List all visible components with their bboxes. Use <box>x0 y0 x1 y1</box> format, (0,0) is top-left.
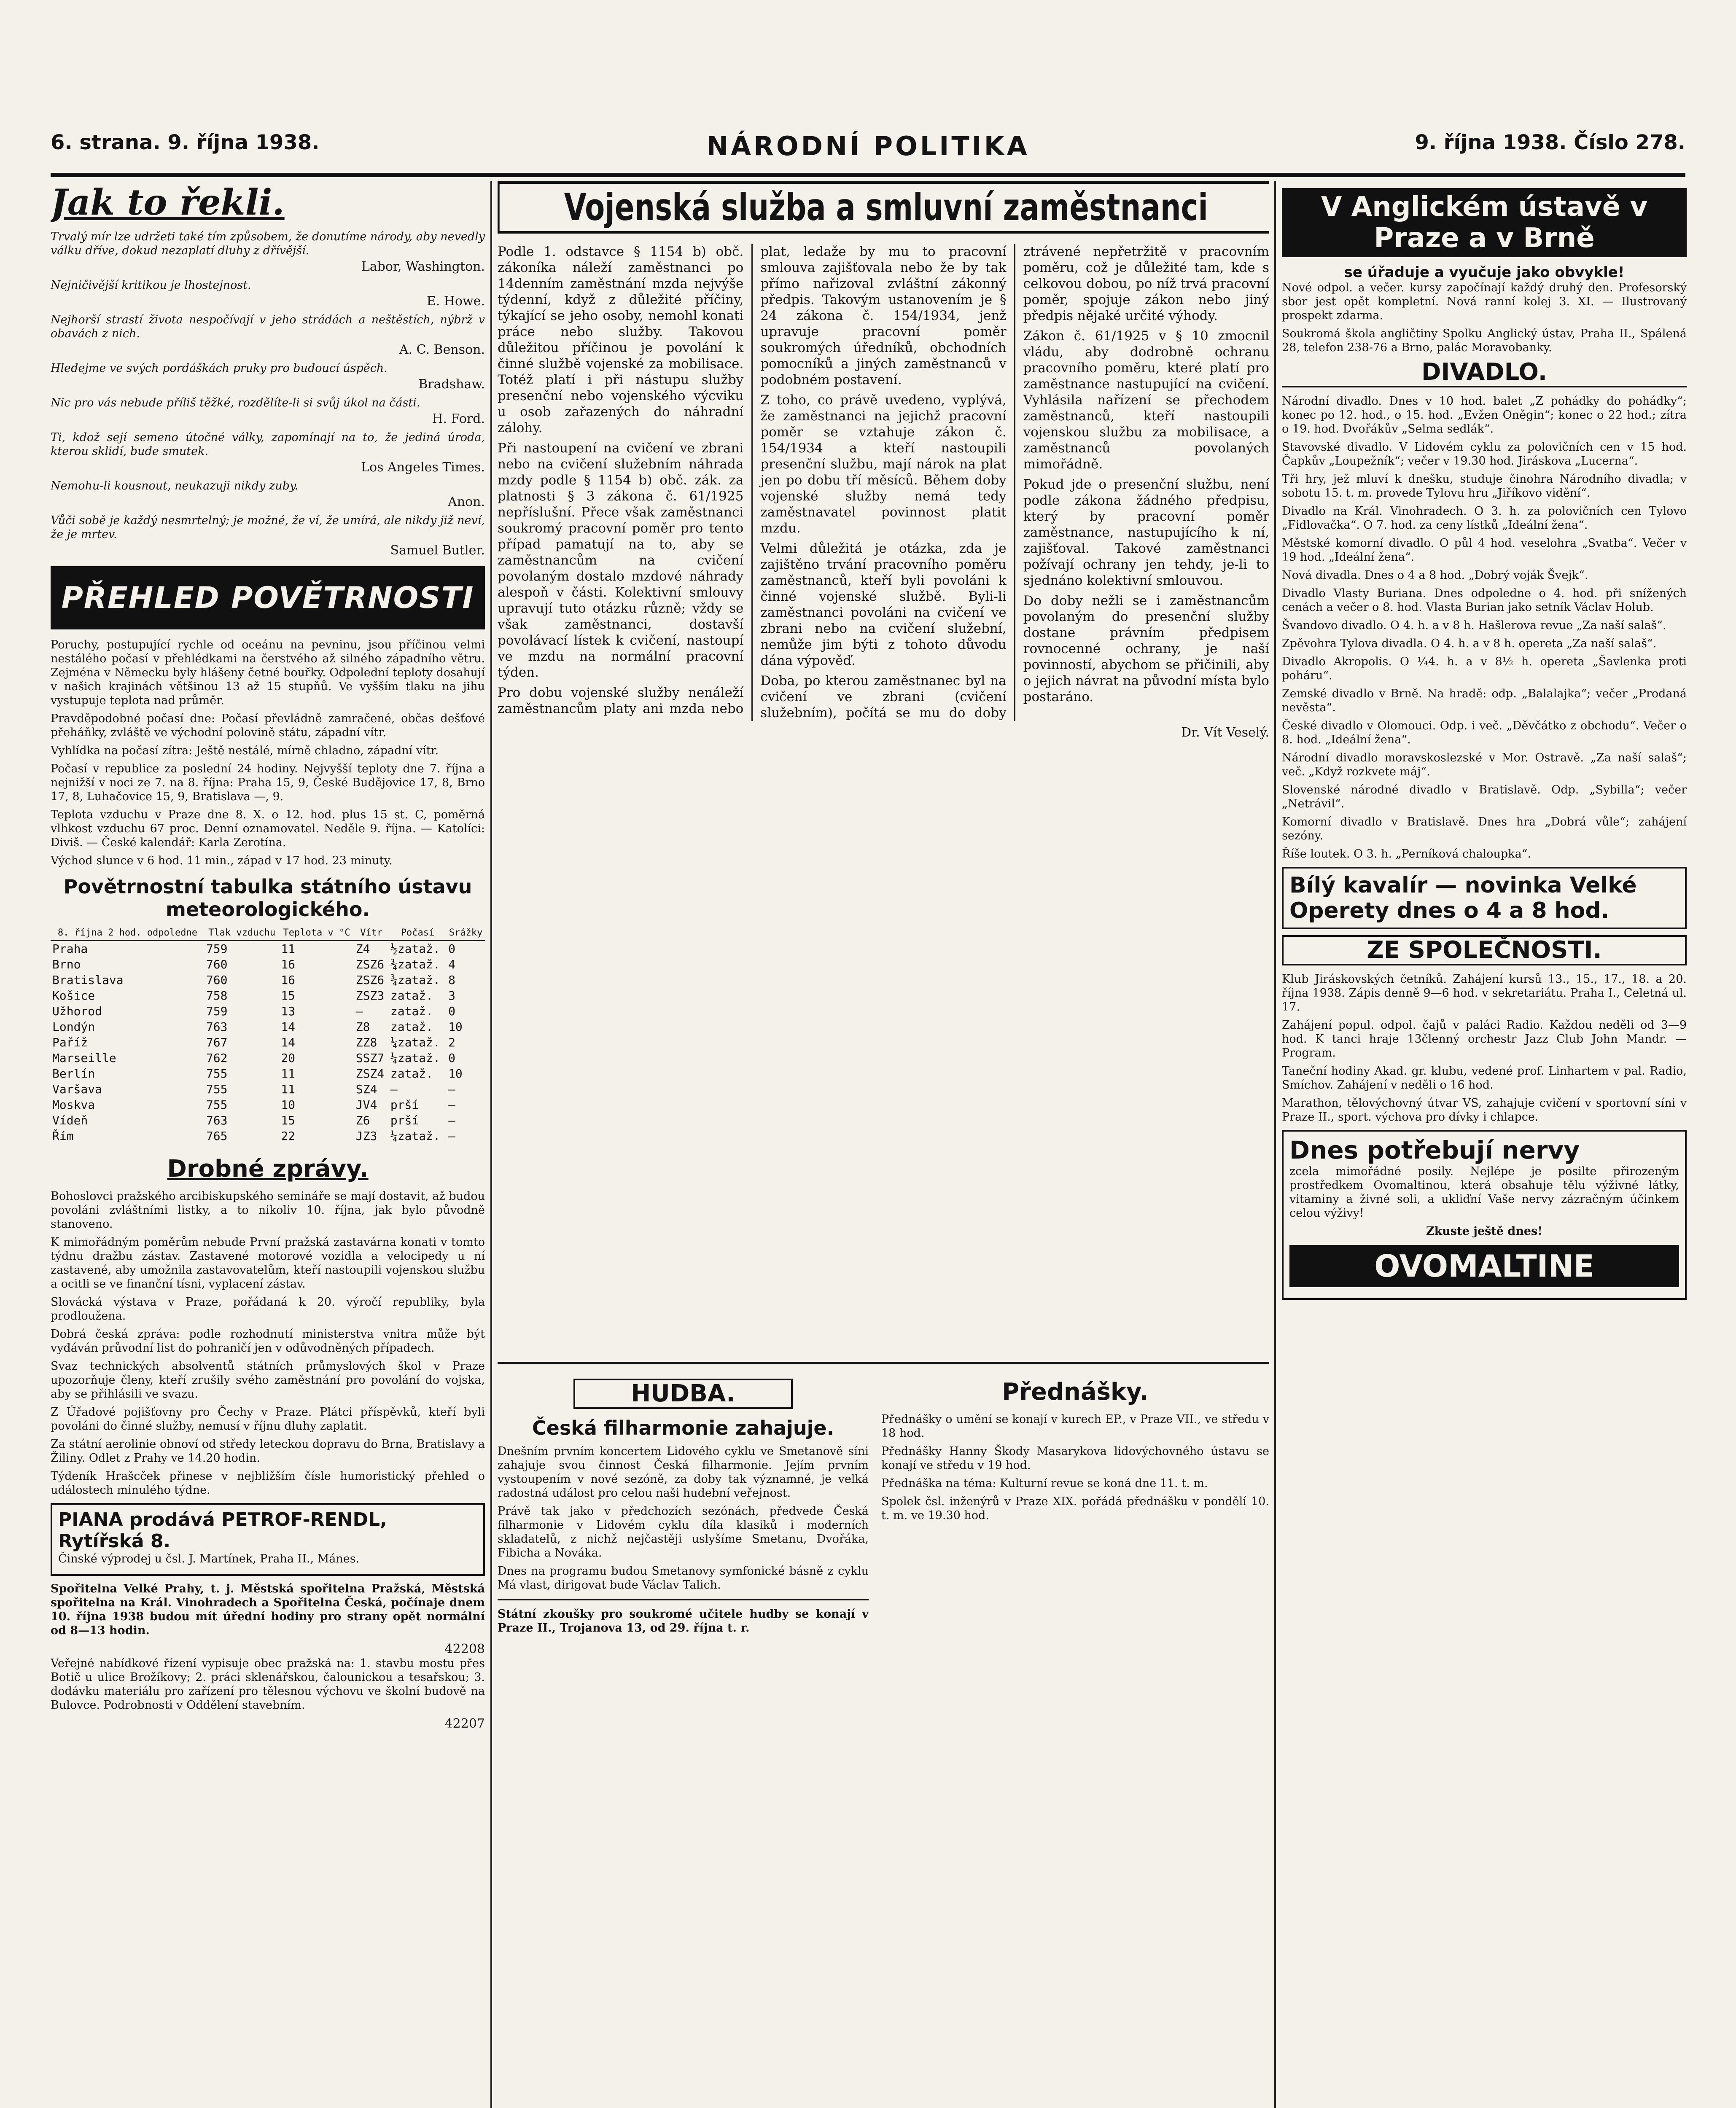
lecture-item: Přednášky Hanny Škody Masarykova lidovýchovného ústavu se konají ve středu v 19 hod. <box>881 1445 1269 1472</box>
tender-notice: Veřejné nabídkové řízení vypisuje obec pražská na: 1. stavbu mostu přes Botič u ulice Brožíkovy; 2. práci sklenářskou, čalounickou a tesařskou; 3. dodávku materiálu pro zařízení pro tělesnou výchovu ve školní budově na Bulovce. Podrobnosti v Oddělení stavebním. <box>51 1657 485 1712</box>
table-cell: 11 <box>281 1082 296 1096</box>
table-cell: — <box>355 1004 363 1018</box>
quote-text: Trvalý mír lze udržeti také tím způsobem, že donutíme národy, aby nevedly válku dříve, dokud nezaplatí dluhy z dřívější. <box>51 230 485 257</box>
theatre-item: Zpěvohra Tylova divadla. O 4. h. a v 8 h. opereta „Za naší salaš“. <box>1282 637 1657 650</box>
music-paragraph: Právě tak jako v předchozích sezónách, předvede Česká filharmonie v Lidovém cyklu díla klasiků i moderních skladatelů, z nichž nejčastěji uslyšíme Smetanu, Dvořáka, Fibicha a Nováka. <box>498 1505 869 1559</box>
weather-paragraph: Počasí v republice za poslední 24 hodiny. Nejvyšší teploty dne 7. října a nejnižší v noci ze 7. na 8. října: Praha 15, 9, České Budějovice 17, 8, Brno 17, 8, Luhačovice 15, 9, Bratislava —, 9. <box>51 762 485 803</box>
society-item: Zahájení popul. odpol. čajů v paláci Radio. Každou neděli od 3—9 hod. K tanci hraje 13členný orchestr Jazz Club John Mandr. — Program. <box>1282 1019 1687 1059</box>
table-row <box>51 988 485 1003</box>
table-cell: 11 <box>281 942 296 956</box>
music-section <box>498 1379 869 2108</box>
news-item: Bohoslovci pražského arcibiskupského semináře se mají dostavit, až budou povoláni zvláštními listky, a to nikoliv 10. října, jak bylo původně stanoveno. <box>51 1190 485 1231</box>
table-cell: JZ3 <box>355 1129 377 1143</box>
news-item: Svaz technických absolventů státních průmyslových škol v Praze upozorňuje členy, kteří zrušily svého zaměstnání pro povolání do vojska, aby se přihlásili ve svazu. <box>51 1360 485 1401</box>
quote-author: E. Howe. <box>426 294 485 309</box>
weather-paragraph: Vyhlídka na počasí zítra: Ještě nestálé, mírně chladno, západní vítr. <box>51 744 439 757</box>
english-institute-text: Nové odpol. a večer. kursy započínají každý druhý den. Profesorský sbor jest opět kompletní. Nová ranní kolej 3. XI. — Ilustrovaný prospekt zdarma. <box>1282 281 1687 322</box>
table-cell: — <box>448 1098 455 1112</box>
table-cell: 8 <box>448 973 455 987</box>
quote-text: Nic pro vás nebude příliš těžké, rozdělíte-li si svůj úkol na části. <box>51 396 420 409</box>
table-cell: 765 <box>206 1129 228 1143</box>
table-cell: ZSZ3 <box>355 989 385 1003</box>
society-item: Marathon, tělovýchovný útvar VS, zahajuje cvičení v sportovní síni v Praze II., sport. výchova pro dívky i chlapce. <box>1282 1097 1687 1124</box>
masthead-title: NÁRODNÍ POLITIKA <box>706 131 1030 161</box>
table-cell: 16 <box>281 957 296 971</box>
theatre-item: Národní divadlo. Dnes v 10 hod. balet „Z pohádky do pohádky“; konec po 12. hod., o 15. hod. „Evžen Oněgin“; konec o 22 hod.; zítra o 19. hod. Dvořákův „Selma sedlák“. <box>1282 395 1687 436</box>
article-paragraph: Do doby nežli se i zaměstnancům povolaným do presenční služby dostane právním předpisem rovnocenné ochrany, je naší povinností, abychom se přičinili, aby o jejich návrat na původní místa bylo postaráno. <box>1023 593 1269 704</box>
news-item: Z Úřadové pojišťovny pro Čechy v Praze. Plátci příspěvků, kteří byli povoláni do činné služby, nemusí v říjnu dluhy zaplatit. <box>51 1406 485 1433</box>
table-cell: 2 <box>448 1035 455 1049</box>
theatre-item: Městské komorní divadlo. O půl 4 hod. veselohra „Svatba“. Večer v 19 hod. „Ideální žena“. <box>1282 537 1687 564</box>
ovomaltine-text: zcela mimořádné posily. Nejlépe je posilte přirozeným prostředkem Ovomaltinou, která obsahuje tělu výživné látky, vitaminy a živné soli, a ukliďní Vaše nervy zázračným účinkem celou výživy! <box>1289 1165 1679 1220</box>
table-row <box>51 957 485 972</box>
weather-paragraph: Pravděpodobné počasí dne: Počasí převládně zamračené, občas dešťové přeháňky, zvláště ve východní polovině státu, západní vítr. <box>51 712 485 739</box>
table-cell: Paříž <box>52 1035 88 1049</box>
table-cell: 759 <box>206 1004 228 1018</box>
lecture-item: Spolek čsl. inženýrů v Praze XIX. pořádá přednášku v pondělí 10. t. m. ve 19.30 hod. <box>881 1495 1269 1522</box>
theatre-item: Zemské divadlo v Brně. Na hradě: odp. „Balalajka“; večer „Prodaná nevěsta“. <box>1282 687 1687 714</box>
weather-text <box>51 638 485 868</box>
theatre-item: Národní divadlo moravskoslezské v Mor. Ostravě. „Za naší salaš“; več. „Když rozkvete máj“. <box>1282 751 1687 778</box>
article-paragraph: Zákon č. 61/1925 v § 10 zmocnil vládu, aby dodrobně ochranu pracovního poměru, které platí pro zaměstnance nastupující na cvičení. Vyhlásila nařízení se přechodem zaměstnanců, kteří nastoupili vojenskou službu za mobilisace, a zaměstnanců povolaných mimořádně. <box>1023 328 1269 472</box>
lectures-section <box>881 1379 1269 2108</box>
weather-paragraph: Poruchy, postupující rychle od oceánu na pevninu, jsou příčinou velmi nestálého počasí v přehlédkami na čerstvého až silného západního větru. Zejména v Německu byly hlášeny četné bouřky. Odpolední teploty dosahují v našich krajinách většinou 13 až 15 stupňů. Ve vyšším tlaku na jihu vystupuje teplota nad průměr. <box>51 638 485 707</box>
piano-ad <box>51 1503 485 1576</box>
ovomaltine-brand: OVOMALTINE <box>1289 1245 1679 1287</box>
article-paragraph: Pokud jde o presenční službu, není podle zákona žádného předpisu, který by pracovní poměr zaměstnance, nastupujícího k ní, zajišťoval. Takové zaměstnanci požívají ochrany jen tehdy, je-li to sjednáno kolektivní smlouvou. <box>1023 477 1269 588</box>
main-article-title: Vojenská služba a smluvní zaměstnanci <box>498 181 1269 234</box>
operetta-ad-text: Bílý kavalír — novinka Velké Operety dnes o 4 a 8 hod. <box>1289 873 1637 923</box>
table-header-cell: Tlak vzduchu <box>205 926 279 941</box>
quote-author: Labor, Washington. <box>361 259 485 274</box>
main-article <box>498 181 1269 1370</box>
lectures-list <box>881 1412 1269 1522</box>
table-cell: zataž. <box>390 1020 433 1034</box>
society-item: Klub Jiráskovských četníků. Zahájení kursů 13., 15., 17., 18. a 20. října 1938. Zápis denně 9—6 hod. v sekretariátu. Praha I., Celetná ul. 17. <box>1282 973 1687 1014</box>
operetta-ad <box>1282 867 1687 929</box>
table-cell: 20 <box>281 1051 296 1065</box>
news-item: Slovácká výstava v Praze, pořádaná k 20. výročí republiky, byla prodloužena. <box>51 1296 485 1323</box>
table-cell: Užhorod <box>52 1004 102 1018</box>
table-cell: 11 <box>281 1067 296 1081</box>
table-cell: 0 <box>448 942 455 956</box>
article-paragraph: Doba, po kterou zaměstnanec byl na cvičení ve zbrani (cvičení služebním), počítá se mu do doby ztrávené nepřetržitě v pracovním poměru, což je důležité tam, kde s celkovou dobou, po níž trvá pracovní poměr, spojuje zákon nebo jiný předpis nějaké určité výhody. <box>760 244 1269 721</box>
society-item: Taneční hodiny Akad. gr. klubu, vedené prof. Linhartem v pal. Radio, Smíchov. Zahájení v neděli o 16 hod. <box>1282 1065 1687 1092</box>
table-cell: SZ4 <box>355 1082 377 1096</box>
left-column <box>51 181 485 2108</box>
table-cell: 760 <box>206 957 228 971</box>
theatre-item: České divadlo v Olomouci. Odp. i več. „Děvčátko z obchodu“. Večer o 8. hod. „Ideální žena“. <box>1282 719 1687 746</box>
table-cell: Varšava <box>52 1082 102 1096</box>
quotes-title: Jak to řekli. <box>51 181 285 223</box>
news-item: Za státní aerolinie obnoví od středy leteckou dopravu do Brna, Bratislavy a Žiliny. Odlet z Prahy ve 14.20 hodin. <box>51 1438 485 1465</box>
quote-text: Ti, kdož sejí semeno útočné války, zapomínají na to, že jediná úroda, kterou sklidí, bude smutek. <box>51 431 485 458</box>
table-cell: 755 <box>206 1067 228 1081</box>
quote-author: Anon. <box>448 495 485 509</box>
theatre-list <box>1282 394 1687 861</box>
theatre-item: Divadlo na Král. Vinohradech. O 3. h. za polovičních cen Tylovo „Fidlovačka“. O 7. hod. za ceny lístků „Ideální žena“. <box>1282 505 1687 532</box>
quote-author: Samuel Butler. <box>390 543 485 558</box>
society-title: ZE SPOLEČNOSTI. <box>1282 935 1687 965</box>
table-cell: 3 <box>448 989 455 1003</box>
table-cell: Řím <box>52 1129 74 1143</box>
society-list <box>1282 972 1687 1124</box>
news-item: K mimořádným poměrům nebude První pražská zastavárna konati v tomto týdnu dražbu zástav. Zastavené motorové vozidla a velocipedy u ní zastavené, aby umožnila zastavovatelům, kteří nastoupili vojenskou službu a ocitli se ve finanční tísni, vyplacení zástav. <box>51 1236 485 1291</box>
table-cell: 14 <box>281 1020 296 1034</box>
table-cell: — <box>448 1113 455 1127</box>
music-paragraph: Dnes na programu budou Smetanovy symfonické básně z cyklu Má vlast, dirigovat bude Václav Talich. <box>498 1565 869 1592</box>
table-cell: 10 <box>281 1098 296 1112</box>
table-cell: 755 <box>206 1098 228 1112</box>
piano-ad-sub: Činské výprodej u čsl. J. Martínek, Praha II., Mánes. <box>58 1552 360 1565</box>
table-header-cell: Počasí <box>389 926 447 941</box>
table-cell: 758 <box>206 989 228 1003</box>
table-cell: Moskva <box>52 1098 95 1112</box>
quote-text: Nemohu-li kousnout, neukazuji nikdy zuby. <box>51 479 299 492</box>
table-cell: — <box>448 1129 455 1143</box>
column-divider <box>1274 181 1276 2108</box>
weather-banner: PŘEHLED POVĚTRNOSTI <box>51 566 485 629</box>
table-cell: 4 <box>448 957 455 971</box>
article-paragraph: Z toho, co právě uvedeno, vyplývá, že zaměstnanci na jejichž pracovní poměr se vztahuje zákon č. 154/1934 a kteří nastoupili presenční službu, mají nárok na plat jen po dobu tří měsíců. Během doby vojenské služby nemá tedy zaměstnavatel povinnost platit mzdu. <box>760 393 1007 536</box>
header-left: 6. strana. 9. října 1938. <box>51 131 320 154</box>
table-cell: Z6 <box>355 1113 370 1127</box>
table-cell: zataž. <box>390 989 433 1003</box>
table-cell: 13 <box>281 1004 296 1018</box>
table-cell: Vídeň <box>52 1113 88 1127</box>
article-paragraph: Podle 1. odstavce § 1154 b) obč. zákoníka náleží zaměstnanci po 14denním zaměstnání mzda nejvýše týdenní, když z důležité příčiny, týkající se jeho osoby, nemohl konati práce nebo služby. Takovou důležitou příčinou je povolání k činné službě vojenské za mobilisace. Totéž platí i při nástupu služby presenční nebo vojenského výcviku u osob zařazených do náhradní zálohy. <box>498 244 744 436</box>
tender-code: 42207 <box>444 1716 485 1731</box>
savings-code: 42208 <box>444 1642 485 1656</box>
table-row <box>51 1097 485 1113</box>
theatre-item: Divadlo Vlasty Buriana. Dnes odpoledne o 4. hod. při snížených cenách a večer o 8. hod. Vlasta Burian jako setník Václav Holub. <box>1282 587 1687 614</box>
divider <box>498 1599 869 1600</box>
table-cell: prší <box>390 1098 419 1112</box>
table-cell: 763 <box>206 1020 228 1034</box>
quotes-list <box>51 230 485 558</box>
table-cell: ¼zataž. <box>390 1129 440 1143</box>
table-cell: Brno <box>52 957 81 971</box>
music-subtitle: Česká filharmonie zahajuje. <box>532 1417 834 1439</box>
article-paragraph: Pro dobu vojenské služby nenáleží zaměstnancům platy ani mzda nebo plat, ledaže by mu to pracovní smlouva zajišťovala nebo že by tak přímo nařizoval zvláštní zákonný předpis. Takovým ustanovením je § 24 zákona č. 154/1934, jenž upravuje pracovní poměr soukromých úředníků, obchodních pomocníků a jiných zaměstnanců v podobném postavení. <box>498 244 1007 716</box>
table-cell: Praha <box>52 942 88 956</box>
theatre-item: Říše loutek. O 3. h. „Perníková chaloupka“. <box>1282 847 1531 860</box>
table-cell: 10 <box>448 1067 463 1081</box>
theatre-item: Švandovo divadlo. O 4. h. a v 8 h. Hašlerova revue „Za naší salaš“. <box>1282 619 1666 632</box>
table-cell: 14 <box>281 1035 296 1049</box>
theatre-item: Stavovské divadlo. V Lidovém cyklu za polovičních cen v 15 hod. Čapkův „Loupežník“; večer v 19.30 hod. Jiráskova „Lucerna“. <box>1282 441 1687 468</box>
table-cell: Berlín <box>52 1067 95 1081</box>
page-header <box>51 126 1685 177</box>
theatre-title: DIVADLO. <box>1282 359 1687 387</box>
table-cell: 0 <box>448 1004 455 1018</box>
table-row <box>51 1128 485 1144</box>
table-row <box>51 1066 485 1081</box>
music-title: HUDBA. <box>573 1379 793 1409</box>
table-row <box>51 1113 485 1128</box>
table-cell: 755 <box>206 1082 228 1096</box>
lecture-item: Přednášky o umění se konají v kurech EP., v Praze VII., ve středu v 18 hod. <box>881 1413 1269 1440</box>
main-article-author: Dr. Vít Veselý. <box>1181 725 1269 740</box>
table-cell: 759 <box>206 942 228 956</box>
ovomaltine-headline: Dnes potřebují nervy <box>1289 1136 1580 1164</box>
table-cell: ¾zataž. <box>390 973 440 987</box>
table-cell: 22 <box>281 1129 296 1143</box>
quote-text: Hledejme ve svých pordáškách pruky pro budoucí úspěch. <box>51 362 388 375</box>
column-divider <box>490 181 492 2108</box>
table-cell: 10 <box>448 1020 463 1034</box>
table-row <box>51 1019 485 1035</box>
table-cell: 16 <box>281 973 296 987</box>
table-cell: 15 <box>281 1113 296 1127</box>
weather-paragraph: Teplota vzduchu v Praze dne 8. X. o 12. hod. plus 15 st. C, poměrná vlhkost vzduchu 67 proc. Denní oznamovatel. Neděle 9. října. — Katolíci: Diviš. — České kalendář: Karla Zerotína. <box>51 808 485 849</box>
article-paragraph: Velmi důležitá je otázka, zda je zajištěno trvání pracovního poměru zaměstnanců, kteří byli povoláni k činné vojenské službě. Byli-li zaměstnanci povoláni na cvičení ve zbrani nebo na cvičení služební, nemůže jim býti z tohoto důvodu dána výpověď. <box>760 541 1007 668</box>
table-header-cell: Vítr <box>354 926 389 941</box>
section-divider <box>498 1362 1269 1364</box>
music-paragraph: Dnešním prvním koncertem Lidového cyklu ve Smetanově síni zahajuje svou činnost Česká filharmonie. Jejím prvním vystoupením v nové sezóně, za doby tak významné, je velká radostná událost pro celou naši hudební veřejnost. <box>498 1445 869 1500</box>
small-news-title: Drobné zprávy. <box>167 1155 369 1183</box>
theatre-item: Slovenské národné divadlo v Bratislavě. Odp. „Sybilla“; večer „Netrávil“. <box>1282 783 1687 810</box>
weather-table-title: Povětrnostní tabulka státního ústavu meteorologického. <box>63 875 472 921</box>
weather-paragraph: Východ slunce v 6 hod. 11 min., západ v 17 hod. 23 minuty. <box>51 854 393 867</box>
right-column <box>1282 181 1687 2108</box>
table-cell: 767 <box>206 1035 228 1049</box>
table-cell: 15 <box>281 989 296 1003</box>
table-row <box>51 972 485 988</box>
quote-text: Nejhorší strastí života nespočívají v jeho strádách a neštěstích, nýbrž v obavách z nich. <box>51 313 485 340</box>
theatre-item: Komorní divadlo v Bratislavě. Dnes hra „Dobrá vůle“; zahájení sezóny. <box>1282 815 1687 842</box>
table-cell: ZZ8 <box>355 1035 377 1049</box>
english-institute-contact: Soukromá škola angličtiny Spolku Anglický ústav, Praha II., Spálená 28, telefon 238-76 a Brno, palác Moravobanky. <box>1282 327 1687 354</box>
quote-text: Vůči sobě je každý nesmrtelný; je možné, že ví, že umírá, ale nikdy již neví, že je mrtev. <box>51 514 485 541</box>
quote-author: A. C. Benson. <box>399 342 485 357</box>
table-cell: ZSZ4 <box>355 1067 385 1081</box>
small-news-list <box>51 1189 485 1497</box>
table-cell: ZSZ6 <box>355 973 385 987</box>
table-header-cell: 8. října 2 hod. odpoledne <box>51 926 205 941</box>
table-row <box>51 1050 485 1066</box>
table-cell: ZSZ6 <box>355 957 385 971</box>
news-item: Dobrá česká zpráva: podle rozhodnutí ministerstva vnitra může být vydáván průvodní list do pohraničí jen v odůvodněných případech. <box>51 1328 485 1355</box>
quote-author: H. Ford. <box>432 411 485 426</box>
table-cell: zataž. <box>390 1067 433 1081</box>
lecture-item: Přednáška na téma: Kulturní revue se koná dne 11. t. m. <box>881 1477 1208 1490</box>
piano-ad-title: PIANA prodává PETROF-RENDL, Rytířská 8. <box>58 1509 387 1552</box>
table-cell: 763 <box>206 1113 228 1127</box>
table-row <box>51 1035 485 1050</box>
savings-notice: Spořitelna Velké Prahy, t. j. Městská spořitelna Pražská, Městská spořitelna na Král. Vinohradech a Spořitelna Česká, počínaje dnem 10. října 1938 budou mít úřední hodiny pro strany opět normální od 8—13 hodin. <box>51 1582 485 1637</box>
table-cell: Z8 <box>355 1020 370 1034</box>
table-cell: ¼zataž. <box>390 1051 440 1065</box>
table-cell: — <box>390 1082 398 1096</box>
table-cell: — <box>448 1082 455 1096</box>
ovomaltine-cta: Zkuste ještě dnes! <box>1426 1225 1543 1238</box>
table-row <box>51 1003 485 1019</box>
quote-text: Nejničivější kritikou je lhostejnost. <box>51 279 251 292</box>
music-body <box>498 1444 869 1592</box>
table-cell: 762 <box>206 1051 228 1065</box>
table-cell: Bratislava <box>52 973 124 987</box>
ovomaltine-ad <box>1282 1130 1687 1300</box>
english-institute-sub: se úřaduje a vyučuje jako obvykle! <box>1344 264 1625 281</box>
table-cell: SSZ7 <box>355 1051 385 1065</box>
quote-author: Los Angeles Times. <box>361 460 485 475</box>
table-cell: Marseille <box>52 1051 116 1065</box>
table-row <box>51 941 485 957</box>
table-header-cell: Srážky <box>447 926 485 941</box>
english-institute-title: V Anglickém ústavě v Praze a v Brně <box>1282 188 1687 257</box>
table-row <box>51 1081 485 1097</box>
theatre-item: Tři hry, jež mluví k dnešku, studuje činohra Národního divadla; v sobotu 15. t. m. provede Tylovu hru „Jiříkovo vidění“. <box>1282 473 1687 500</box>
header-right: 9. října 1938. Číslo 278. <box>1415 131 1685 154</box>
table-cell: Londýn <box>52 1020 95 1034</box>
table-cell: ¾zataž. <box>390 957 440 971</box>
table-cell: zataž. <box>390 1004 433 1018</box>
table-cell: JV4 <box>355 1098 377 1112</box>
table-cell: Z4 <box>355 942 370 956</box>
table-cell: Košice <box>52 989 95 1003</box>
table-cell: prší <box>390 1113 419 1127</box>
theatre-item: Nová divadla. Dnes o 4 a 8 hod. „Dobrý voják Švejk“. <box>1282 569 1588 582</box>
article-paragraph: Při nastoupení na cvičení ve zbrani nebo na cvičení služebním náhrada mzdy podle § 1154 b) obč. zák. za platnosti § 3 zákona č. 61/1925 nepříslušní. Přece však zaměstnanci soukromý pracovní poměr pro tento případ pamatují na to, aby se zaměstnancům na cvičení povolaným dostalo mzdové náhrady alespoň v části. Kolektivní smlouvy upravují tuto otázku různě; vždy se však zaměstnanci, dostavší povolávací lístek k cvičení, nastoupí ve mzdu na normální pracovní týden. <box>498 441 744 680</box>
table-cell: ¼zataž. <box>390 1035 440 1049</box>
weather-table <box>51 926 485 1144</box>
music-notice: Státní zkoušky pro soukromé učitele hudby se konají v Praze II., Trojanova 13, od 29. října t. r. <box>498 1608 869 1635</box>
table-header-cell: Teplota v °C <box>279 926 354 941</box>
theatre-item: Divadlo Akropolis. O ¼4. h. a v 8½ h. opereta „Šavlenka proti poháru“. <box>1282 655 1687 682</box>
quote-author: Bradshaw. <box>418 377 485 392</box>
main-article-body <box>498 244 1269 721</box>
news-item: Týdeník Hrašcček přinese v nejbližším čísle humoristický přehled o událostech minulého týdne. <box>51 1470 485 1497</box>
lectures-title: Přednášky. <box>1002 1379 1149 1406</box>
table-cell: 0 <box>448 1051 455 1065</box>
table-cell: 760 <box>206 973 228 987</box>
table-cell: ½zataž. <box>390 942 440 956</box>
